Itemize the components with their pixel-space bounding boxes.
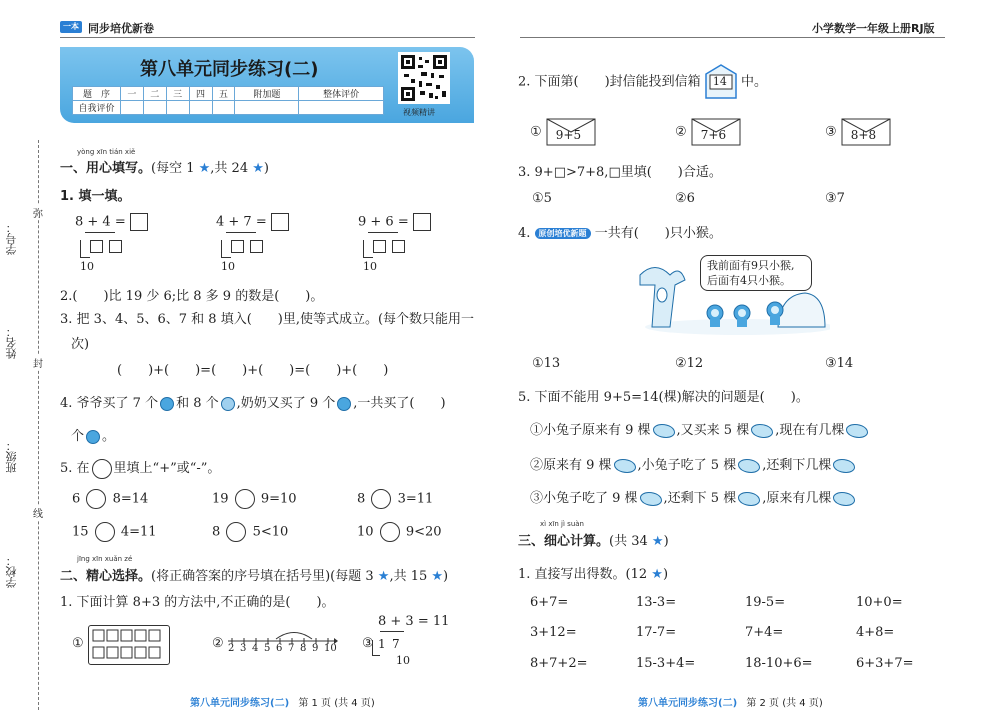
q1-4-e: 个 [71,429,85,444]
sign-right: 8=14 [112,491,149,507]
eval-input[interactable] [299,101,384,115]
eval-cell: 一 [121,87,144,101]
evaluation-table [72,86,384,115]
calc-item[interactable]: 6+3+7= [856,656,914,671]
split-box[interactable] [109,240,122,253]
q1-5-title [60,457,220,479]
q2-5: 5. 下面不能用 9+5=14(棵)解决的问题是( )。 [518,390,809,405]
sign-left: 8 [212,524,221,540]
split-box[interactable] [250,240,263,253]
split-box[interactable] [90,240,103,253]
decompose-part: 1 [378,637,386,651]
calc-item[interactable]: 15-3+4= [636,656,696,671]
make-ten-split [368,238,412,260]
split-bracket [363,240,373,258]
q2-4 [518,222,722,241]
sign-item [72,522,157,542]
sign-right: 3=11 [397,491,434,507]
sign-left: 6 [72,491,81,507]
seal-feng: 封 [33,355,43,370]
split-box[interactable] [373,240,386,253]
split-bracket [80,240,90,258]
edition-label: 小学数学一年级上册RJ版 [812,22,935,35]
option-label: ③ [825,124,837,140]
sign-circle[interactable] [371,489,391,509]
sign-left: 10 [357,524,374,540]
speech-bubble [700,255,812,291]
star-icon: ★ [198,161,211,176]
header-rule-left [60,37,475,38]
eval-input[interactable] [189,101,212,115]
envelope-expr: 8+8 [850,128,877,142]
make-ten-ten: 10 [363,260,377,273]
q1-5-a: 5. 在 [60,461,90,476]
cabbage-icon [738,492,760,506]
q2-2-b: 中。 [740,74,767,90]
make-ten-expr: 4 + 7 = [216,214,267,230]
cabbage-icon [833,492,855,506]
make-ten-expr: 9 + 6 = [358,214,409,230]
eval-cell: 二 [143,87,166,101]
pineapple-icon [221,397,235,411]
sign-item [212,522,288,542]
q2-5-opt-c: ,原来有几棵 [762,491,832,506]
section1-note-a: (每空 1 [151,161,199,176]
page-title: 第八单元同步练习(二) [140,59,319,80]
decompose-ten: 10 [396,654,410,667]
q2-4-text: 一共有( )只小猴。 [594,226,722,241]
section1-heading [60,157,269,176]
section3-note-b: ) [663,534,669,549]
option-label: ② [675,124,687,140]
sign-left: 8 [357,491,366,507]
eval-input[interactable] [235,101,299,115]
eval-cell: 三 [166,87,189,101]
evaluation-header-row [73,87,384,101]
envelope-icon [691,118,741,146]
eval-input[interactable] [166,101,189,115]
q1-2: 2.( )比 19 少 6;比 8 多 9 的数是( )。 [60,289,324,304]
star-icon: ★ [252,161,264,176]
footer-left-title: 第八单元同步练习(二) [190,698,290,709]
sign-circle[interactable] [86,489,106,509]
q1-5-b: 里填上“+”或“-”。 [113,461,221,476]
star-icon: ★ [651,534,664,549]
envelope-expr: 7+6 [700,128,727,142]
number-line-labels [228,643,338,654]
make-ten-ten: 10 [80,260,94,273]
q1-4-d: ,一共买了( ) [353,396,446,411]
eval-cell: 附加题 [235,87,299,101]
q2-4-opt[interactable]: ②12 [675,356,704,371]
eval-input[interactable] [143,101,166,115]
q1-3-equation: ( )+( )=( )+( )=( )+( ) [117,363,389,378]
q2-2 [518,64,767,100]
decompose-bracket [372,640,380,656]
section2-note-a: (将正确答案的序号填在括号里)(每题 3 [151,569,378,584]
q2-1-opt3-expr: 8 + 3 = 11 [378,614,450,629]
tick-label: 5 [264,643,271,654]
section2-pinyin: jīng xīn xuǎn zé [77,555,133,563]
evaluation-input-row [73,101,384,115]
eval-cell: 题 序 [73,87,121,101]
tick-label: 10 [324,643,337,654]
envelope-expr: 9+5 [555,128,582,142]
split-line [226,232,256,233]
brand-badge: 一本 [60,21,82,33]
footer-right-title: 第八单元同步练习(二) [638,698,738,709]
q2-5-opt[interactable] [530,487,857,506]
split-box[interactable] [231,240,244,253]
sign-item [72,489,148,509]
q2-3-opt[interactable]: ②6 [675,191,695,206]
q2-5-opt-c: ,还剩下几棵 [762,458,832,473]
q2-4-opt[interactable]: ①13 [532,356,561,371]
section2-title: 二、精心选择。 [60,569,152,584]
sign-item [357,489,433,509]
eval-cell: 五 [212,87,235,101]
qr-code-icon [401,55,447,101]
section1-note-c: ) [263,161,269,176]
eval-input[interactable] [121,101,144,115]
apple-icon [160,397,174,411]
star-icon: ★ [651,567,663,582]
split-line [368,232,398,233]
class-label: 班级： [5,440,18,473]
footer-left-page: 第 1 页 (共 4 页) [298,698,375,709]
calc-item[interactable]: 19-5= [745,595,786,610]
q2-1-opt1-label: ① [72,636,84,651]
tick-label: 9 [312,643,319,654]
q1-4-b: 和 8 个 [176,396,219,411]
header-rule-right [520,37,945,38]
tick-label: 2 [228,643,235,654]
calc-item[interactable]: 7+4= [745,625,784,640]
calc-item[interactable]: 13-3= [636,595,677,610]
footer-right-page: 第 2 页 (共 4 页) [746,698,823,709]
q3-1-end: ) [662,567,669,582]
q1-4-c: ,奶奶又买了 9 个 [236,396,336,411]
seal-xian: 线 [33,505,43,520]
cabbage-icon [751,424,773,438]
make-ten-item [216,213,289,231]
section1-title: 一、用心填写。 [60,161,152,176]
section1-note-b: ,共 24 [210,161,253,176]
cabbage-icon [653,424,675,438]
answer-box[interactable] [130,213,148,231]
tick-label: 8 [300,643,307,654]
q2-1: 1. 下面计算 8+3 的方法中,不正确的是( )。 [60,595,335,610]
calc-item[interactable]: 17-7= [636,625,677,640]
q2-5-opt-a: ②原来有 9 棵 [530,458,612,473]
blocks-icon [89,626,169,664]
q2-5-opt-c: ,现在有几棵 [775,423,845,438]
sign-circle[interactable] [380,522,400,542]
number-line [228,628,338,658]
mailbox-number: 14 [712,75,727,88]
cabbage-icon [846,424,868,438]
calc-item[interactable]: 18-10+6= [745,656,813,671]
sign-circle[interactable] [95,522,115,542]
tick-label: 7 [288,643,295,654]
make-ten-ten: 10 [221,260,235,273]
section3-pinyin: xì xīn jì suàn [540,520,584,528]
q2-1-opt3-label: ③ [362,636,374,651]
option-label: ① [530,124,542,140]
tick-label: 6 [276,643,283,654]
q2-5-opt-a: ①小兔子原来有 9 棵 [530,423,651,438]
q2-5-opt-b: ,还剩下 5 棵 [663,491,737,506]
binding-line [38,140,39,710]
section2-note-c: ) [443,569,449,584]
apple-icon [337,397,351,411]
sign-circle[interactable] [235,489,255,509]
answer-box[interactable] [413,213,431,231]
q3-1-text: 1. 直接写出得数。(12 [518,567,652,582]
cabbage-icon [640,492,662,506]
sign-right: 9=10 [260,491,297,507]
split-line [85,232,115,233]
section3-note-a: (共 34 [609,534,652,549]
envelope-option[interactable] [530,118,596,146]
sign-item [357,522,442,542]
make-ten-split [85,238,129,260]
mailbox-icon [705,64,737,100]
sign-left: 19 [212,491,229,507]
q2-5-opt-b: ,又买来 5 棵 [676,423,750,438]
calc-item[interactable]: 6+7= [530,595,569,610]
section1-pinyin: yòng xīn tián xiě [77,148,136,156]
name-label: 姓名： [5,326,18,359]
q2-5-opt-a: ③小兔子吃了 9 棵 [530,491,638,506]
q1-3-line2: 次) [71,337,90,352]
q1-4-line1 [60,392,446,411]
sign-right: 4=11 [120,524,157,540]
eval-row-label: 自我评价 [73,101,121,115]
sign-item [212,489,297,509]
seal-mi: 弥 [33,205,43,220]
q1-4-line2 [71,425,115,444]
envelope-option[interactable] [675,118,741,146]
make-ten-split [226,238,270,260]
speech-line: 后面有4只小猴。 [707,274,791,287]
make-ten-item [75,213,148,231]
q3-1 [518,563,668,582]
q2-2-a: 2. 下面第( )封信能投到信箱 [518,74,701,90]
student-id-label: 学号： [5,222,18,255]
cabbage-icon [833,459,855,473]
section2-heading [60,565,448,584]
section3-heading [518,530,669,549]
qr-code[interactable] [398,52,450,104]
q2-4-num: 4. [518,226,531,241]
sign-right: 9<20 [405,524,442,540]
tick-label: 3 [240,643,247,654]
q2-5-opt[interactable] [530,454,857,473]
new-question-tag: 原创培优新题 [535,228,591,239]
cabbage-icon [738,459,760,473]
q1-4-end: 。 [102,429,116,444]
envelope-icon [546,118,596,146]
speech-line: 我前面有9只小猴, [707,259,795,272]
split-bracket [221,240,231,258]
q2-3-opt[interactable]: ③7 [825,191,845,206]
eval-cell: 四 [189,87,212,101]
star-icon: ★ [377,569,390,584]
school-label: 学校： [5,555,18,588]
q2-5-opt-b: ,小兔子吃了 5 棵 [637,458,737,473]
sign-left: 15 [72,524,89,540]
apple-icon [86,430,100,444]
q2-4-opt[interactable]: ③14 [825,356,854,371]
footer-right [638,694,823,709]
calc-item[interactable]: 10+0= [856,595,903,610]
section2-note-b: ,共 15 [389,569,432,584]
q1-4-a: 4. 爷爷买了 7 个 [60,396,159,411]
envelope-option[interactable] [825,118,891,146]
cabbage-icon [614,459,636,473]
decompose-part: 7 [392,637,400,651]
q2-1-opt2-label: ② [212,636,224,651]
make-ten-item [358,213,431,231]
eval-input[interactable] [212,101,235,115]
calc-item[interactable]: 4+8= [856,625,895,640]
answer-box[interactable] [271,213,289,231]
qr-caption: 视频精讲 [403,108,435,117]
eval-cell: 整体评价 [299,87,384,101]
section3-title: 三、细心计算。 [518,534,610,549]
q1-3-line1: 3. 把 3、4、5、6、7 和 8 填入( )里,使等式成立。(每个数只能用一 [60,312,475,327]
calc-item[interactable]: 3+12= [530,625,577,640]
counting-blocks [88,625,170,665]
split-box[interactable] [392,240,405,253]
envelope-icon [841,118,891,146]
q1-1-title: 1. 填一填。 [60,189,131,204]
circle-icon [92,459,112,479]
sign-right: 5<10 [252,524,289,540]
tick-label: 4 [252,643,259,654]
series-name: 同步培优新卷 [88,22,154,35]
footer-left [190,694,375,709]
sign-circle[interactable] [226,522,246,542]
star-icon: ★ [431,569,444,584]
make-ten-expr: 8 + 4 = [75,214,126,230]
q2-3-opt[interactable]: ①5 [532,191,552,206]
q2-5-opt[interactable] [530,419,870,438]
q2-3: 3. 9+□>7+8,□里填( )合适。 [518,165,722,180]
calc-item[interactable]: 8+7+2= [530,656,588,671]
